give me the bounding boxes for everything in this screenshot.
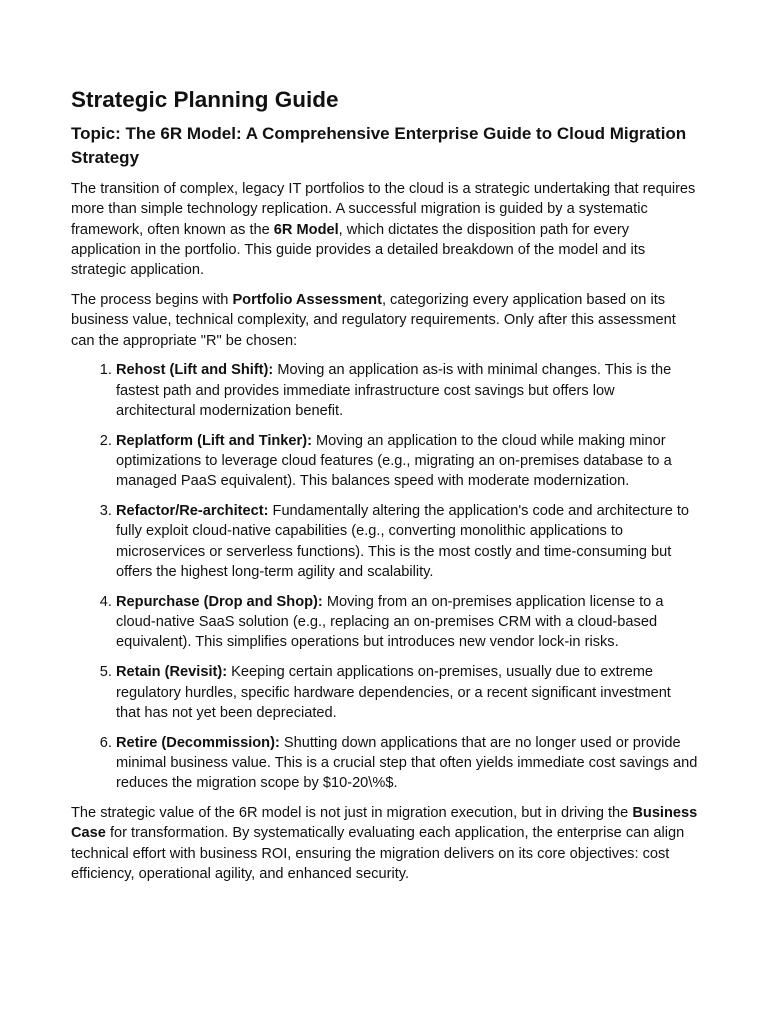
intro-bold: 6R Model — [273, 221, 339, 238]
list-item-term: Refactor/Re-architect: — [116, 503, 269, 520]
process-paragraph — [71, 290, 698, 351]
topic-heading: Topic: The 6R Model: A Comprehensive Enterprise Guide to Cloud Migration Strategy — [71, 124, 687, 167]
list-item-text: Keeping certain applications on-premises, usually due to extreme regulatory hurdles, specific hardware dependencies, or a recent significant investment that has not yet been depreciated. — [116, 664, 671, 721]
list-item — [116, 360, 698, 421]
list-item-text: Shutting down applications that are no longer used or provide minimal business value. This is a crucial step that often yields immediate cost savings and reduces the migration scope by $10-20\%$. — [116, 734, 698, 792]
intro-text-1: The transition of complex, legacy IT portfolios to the cloud is a strategic undertaking that requires more than simple technology replication. A successful migration is guided by a systematic framework, often known as the — [71, 181, 696, 238]
process-text-1: The process begins with — [71, 291, 233, 308]
list-item-term: Repurchase (Drop and Shop): — [116, 593, 323, 610]
list-item-text: Moving an application to the cloud while making minor optimizations to leverage cloud features (e.g., migrating an on-premises database to a managed PaaS equivalent). This balances speed with moderate modernization. — [116, 432, 672, 490]
conclusion-paragraph — [71, 803, 698, 884]
six-r-list — [71, 360, 698, 793]
list-item — [116, 501, 698, 582]
list-item — [116, 662, 698, 723]
list-item-text: Moving from an on-premises application license to a cloud-native SaaS solution (e.g., replacing an on-premises CRM with a cloud-based equivalent). This simplifies operations but introduces new vendor lock-in risks. — [116, 593, 664, 651]
list-item-text: Fundamentally altering the application's code and architecture to fully exploit cloud-native capabilities (e.g., converting monolithic applications to microservices or serverless functions). This is the most costly and time-consuming but offers the highest long-term agility and scalability. — [116, 503, 690, 581]
list-item-term: Retain (Revisit): — [116, 664, 228, 681]
list-item-text: Moving an application as-is with minimal changes. This is the fastest path and provides immediate infrastructure cost savings but offers low architectural modernization benefit. — [116, 362, 672, 419]
intro-paragraph — [71, 179, 698, 280]
process-text-2: , categorizing every application based on its business value, technical complexity, and regulatory requirements. Only after this assessment can the appropriate "R" be chosen: — [71, 291, 676, 349]
conclusion-bold: Business Case — [71, 805, 698, 842]
list-item — [116, 733, 698, 794]
list-item — [116, 431, 698, 492]
conclusion-text-1: The strategic value of the 6R model is not just in migration execution, but in driving the — [71, 805, 633, 822]
page-title: Strategic Planning Guide — [71, 87, 339, 112]
process-bold: Portfolio Assessment — [232, 291, 382, 308]
intro-text-2: , which dictates the disposition path for every application in the portfolio. This guide provides a detailed breakdown of the model and its strategic application. — [71, 221, 646, 279]
list-item-term: Replatform (Lift and Tinker): — [116, 432, 312, 449]
list-item — [116, 592, 698, 653]
conclusion-text-2: for transformation. By systematically evaluating each application, the enterprise can align technical effort with business ROI, ensuring the migration delivers on its core objectives: cost efficiency, operational agility, and enhanced security. — [71, 825, 685, 882]
list-item-term: Rehost (Lift and Shift): — [116, 362, 274, 379]
list-item-term: Retire (Decommission): — [116, 734, 280, 751]
